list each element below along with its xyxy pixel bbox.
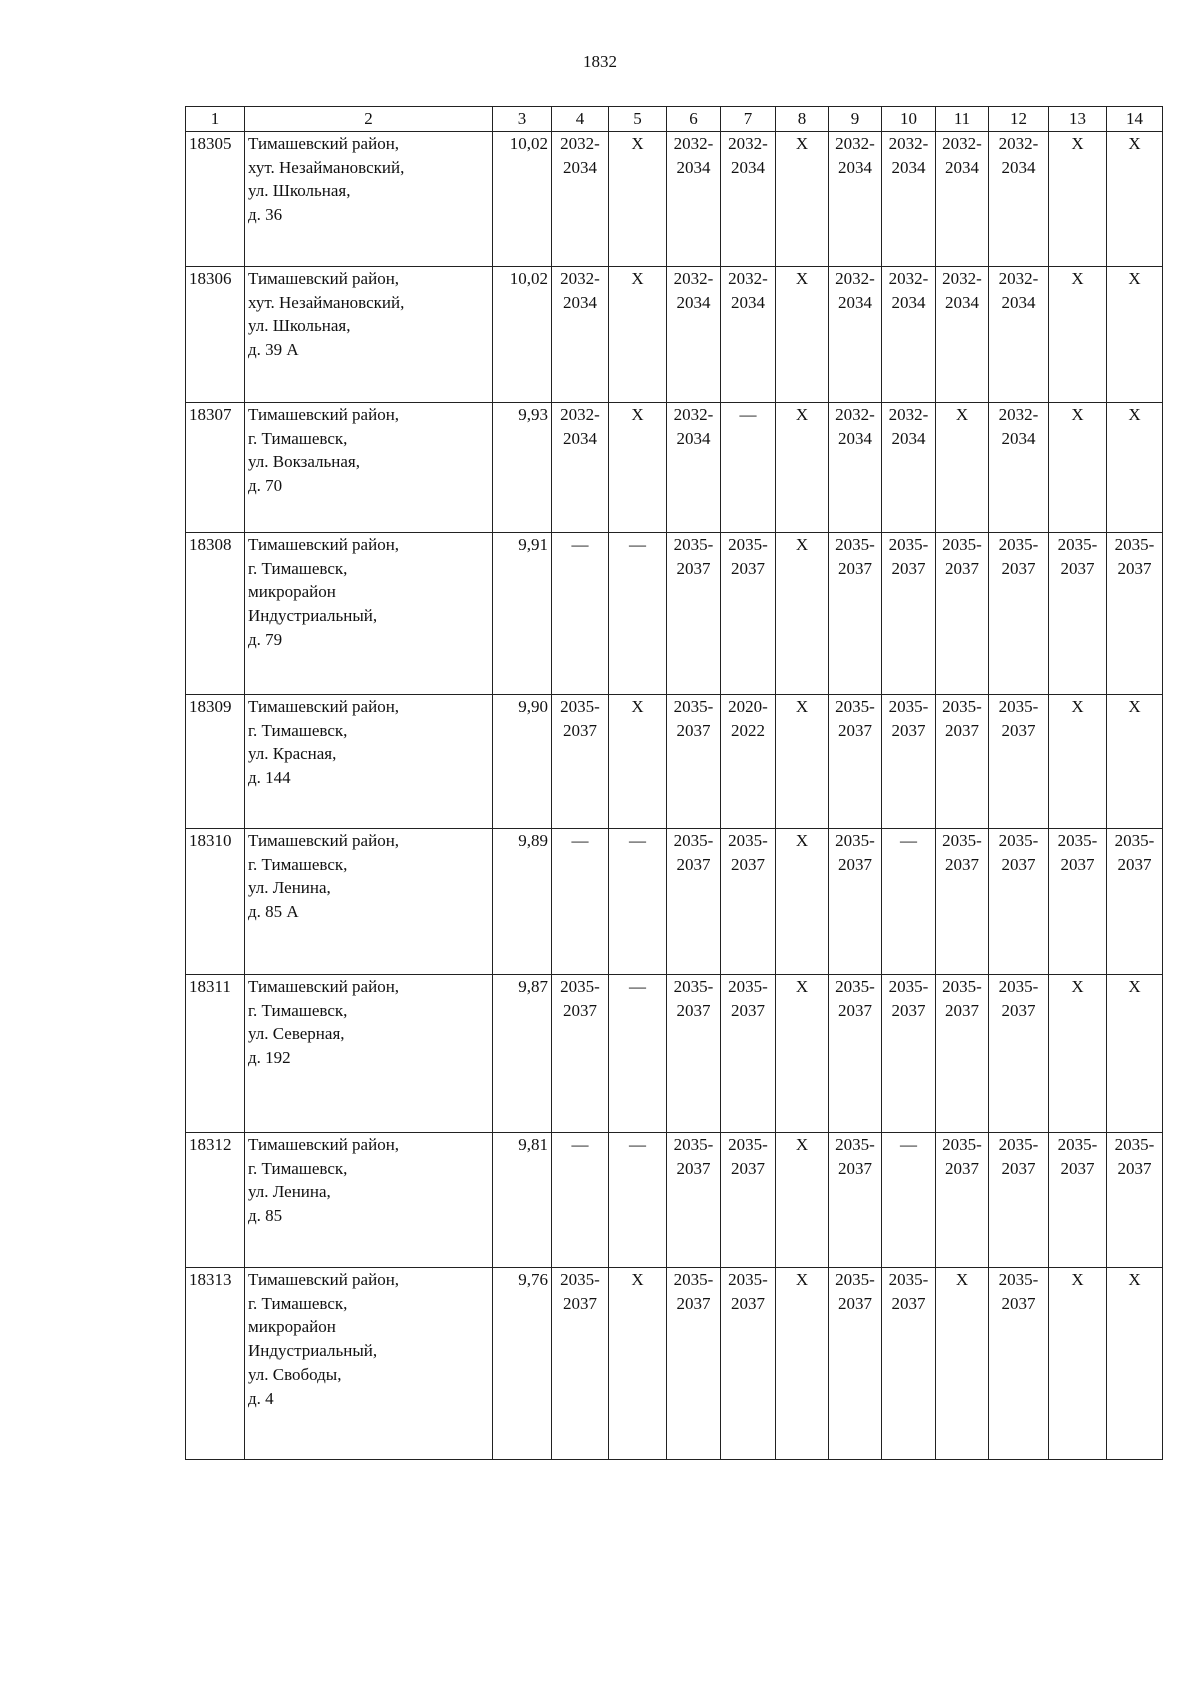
- cell-col-14: Х: [1107, 266, 1163, 402]
- cell-col-13: Х: [1049, 974, 1107, 1132]
- row-address: Тимашевский район, хут. Незаймановский, ул. Школьная, д. 39 А: [245, 266, 493, 402]
- cell-col-14: 2035- 2037: [1107, 532, 1163, 694]
- table-row: [186, 532, 1163, 694]
- cell-col-4: 2032- 2034: [552, 266, 609, 402]
- cell-col-6: 2035- 2037: [667, 828, 721, 974]
- cell-col-5: —: [609, 532, 667, 694]
- cell-col-12: 2035- 2037: [989, 974, 1049, 1132]
- column-header-8: 8: [776, 107, 829, 132]
- cell-col-12: 2035- 2037: [989, 532, 1049, 694]
- cell-col-14: 2035- 2037: [1107, 828, 1163, 974]
- cell-col-5: Х: [609, 266, 667, 402]
- table-body: [186, 131, 1163, 1459]
- cell-col-12: 2032- 2034: [989, 402, 1049, 532]
- table-row: [186, 131, 1163, 266]
- cell-col-14: Х: [1107, 1267, 1163, 1459]
- cell-col-11: 2035- 2037: [936, 694, 989, 828]
- cell-col-6: 2035- 2037: [667, 974, 721, 1132]
- row-id: 18310: [186, 828, 245, 974]
- cell-col-9: 2035- 2037: [829, 532, 882, 694]
- cell-col-11: 2032- 2034: [936, 266, 989, 402]
- cell-col-4: 2035- 2037: [552, 1267, 609, 1459]
- column-header-10: 10: [882, 107, 936, 132]
- cell-col-14: 2035- 2037: [1107, 1132, 1163, 1267]
- register-table: [185, 106, 1163, 1460]
- cell-col-8: Х: [776, 402, 829, 532]
- cell-col-5: Х: [609, 1267, 667, 1459]
- cell-col-8: Х: [776, 266, 829, 402]
- header-row: [186, 107, 1163, 132]
- row-value: 10,02: [493, 266, 552, 402]
- cell-col-6: 2032- 2034: [667, 131, 721, 266]
- row-id: 18311: [186, 974, 245, 1132]
- cell-col-11: 2032- 2034: [936, 131, 989, 266]
- column-header-9: 9: [829, 107, 882, 132]
- column-header-11: 11: [936, 107, 989, 132]
- cell-col-5: Х: [609, 131, 667, 266]
- cell-col-10: 2032- 2034: [882, 131, 936, 266]
- cell-col-13: Х: [1049, 266, 1107, 402]
- cell-col-8: Х: [776, 974, 829, 1132]
- cell-col-10: 2035- 2037: [882, 1267, 936, 1459]
- cell-col-12: 2032- 2034: [989, 266, 1049, 402]
- column-header-4: 4: [552, 107, 609, 132]
- cell-col-5: —: [609, 1132, 667, 1267]
- cell-col-10: —: [882, 828, 936, 974]
- row-value: 9,76: [493, 1267, 552, 1459]
- cell-col-6: 2035- 2037: [667, 1267, 721, 1459]
- cell-col-9: 2035- 2037: [829, 828, 882, 974]
- column-header-13: 13: [1049, 107, 1107, 132]
- row-id: 18305: [186, 131, 245, 266]
- cell-col-12: 2035- 2037: [989, 694, 1049, 828]
- column-header-3: 3: [493, 107, 552, 132]
- row-address: Тимашевский район, г. Тимашевск, ул. Северная, д. 192: [245, 974, 493, 1132]
- row-value: 9,90: [493, 694, 552, 828]
- cell-col-11: 2035- 2037: [936, 532, 989, 694]
- cell-col-10: 2035- 2037: [882, 532, 936, 694]
- row-address: Тимашевский район, г. Тимашевск, ул. Красная, д. 144: [245, 694, 493, 828]
- table-row: [186, 828, 1163, 974]
- cell-col-9: 2035- 2037: [829, 1132, 882, 1267]
- cell-col-12: 2035- 2037: [989, 1132, 1049, 1267]
- cell-col-7: 2035- 2037: [721, 1267, 776, 1459]
- row-id: 18307: [186, 402, 245, 532]
- row-value: 9,91: [493, 532, 552, 694]
- row-id: 18309: [186, 694, 245, 828]
- row-address: Тимашевский район, г. Тимашевск, ул. Ленина, д. 85: [245, 1132, 493, 1267]
- cell-col-13: Х: [1049, 131, 1107, 266]
- cell-col-12: 2032- 2034: [989, 131, 1049, 266]
- row-value: 9,93: [493, 402, 552, 532]
- cell-col-8: Х: [776, 532, 829, 694]
- cell-col-12: 2035- 2037: [989, 1267, 1049, 1459]
- cell-col-10: 2032- 2034: [882, 402, 936, 532]
- cell-col-8: Х: [776, 694, 829, 828]
- cell-col-13: 2035- 2037: [1049, 1132, 1107, 1267]
- cell-col-10: 2032- 2034: [882, 266, 936, 402]
- cell-col-11: 2035- 2037: [936, 1132, 989, 1267]
- cell-col-5: Х: [609, 694, 667, 828]
- row-address: Тимашевский район, г. Тимашевск, ул. Вокзальная, д. 70: [245, 402, 493, 532]
- cell-col-14: Х: [1107, 974, 1163, 1132]
- row-id: 18312: [186, 1132, 245, 1267]
- cell-col-13: 2035- 2037: [1049, 828, 1107, 974]
- cell-col-13: Х: [1049, 1267, 1107, 1459]
- cell-col-9: 2032- 2034: [829, 131, 882, 266]
- table-row: [186, 1132, 1163, 1267]
- cell-col-4: 2032- 2034: [552, 131, 609, 266]
- row-value: 10,02: [493, 131, 552, 266]
- row-value: 9,89: [493, 828, 552, 974]
- cell-col-7: —: [721, 402, 776, 532]
- cell-col-7: 2035- 2037: [721, 532, 776, 694]
- cell-col-8: Х: [776, 828, 829, 974]
- cell-col-4: —: [552, 828, 609, 974]
- column-header-7: 7: [721, 107, 776, 132]
- cell-col-5: Х: [609, 402, 667, 532]
- cell-col-7: 2020- 2022: [721, 694, 776, 828]
- row-address: Тимашевский район, г. Тимашевск, микрорайон Индустриальный, ул. Свободы, д. 4: [245, 1267, 493, 1459]
- cell-col-11: 2035- 2037: [936, 828, 989, 974]
- cell-col-10: —: [882, 1132, 936, 1267]
- cell-col-7: 2035- 2037: [721, 1132, 776, 1267]
- cell-col-4: 2032- 2034: [552, 402, 609, 532]
- row-address: Тимашевский район, г. Тимашевск, ул. Ленина, д. 85 А: [245, 828, 493, 974]
- row-id: 18313: [186, 1267, 245, 1459]
- cell-col-11: Х: [936, 402, 989, 532]
- column-header-5: 5: [609, 107, 667, 132]
- column-header-6: 6: [667, 107, 721, 132]
- cell-col-14: Х: [1107, 131, 1163, 266]
- column-header-14: 14: [1107, 107, 1163, 132]
- cell-col-9: 2032- 2034: [829, 266, 882, 402]
- cell-col-13: Х: [1049, 402, 1107, 532]
- cell-col-6: 2035- 2037: [667, 694, 721, 828]
- cell-col-9: 2035- 2037: [829, 974, 882, 1132]
- cell-col-7: 2035- 2037: [721, 828, 776, 974]
- cell-col-7: 2035- 2037: [721, 974, 776, 1132]
- cell-col-5: —: [609, 974, 667, 1132]
- cell-col-9: 2035- 2037: [829, 694, 882, 828]
- cell-col-4: —: [552, 1132, 609, 1267]
- row-address: Тимашевский район, г. Тимашевск, микрорайон Индустриальный, д. 79: [245, 532, 493, 694]
- column-header-1: 1: [186, 107, 245, 132]
- cell-col-6: 2032- 2034: [667, 266, 721, 402]
- page-number: 1832: [583, 52, 617, 71]
- table-row: [186, 1267, 1163, 1459]
- row-address: Тимашевский район, хут. Незаймановский, ул. Школьная, д. 36: [245, 131, 493, 266]
- row-value: 9,87: [493, 974, 552, 1132]
- cell-col-14: Х: [1107, 402, 1163, 532]
- cell-col-14: Х: [1107, 694, 1163, 828]
- table-row: [186, 694, 1163, 828]
- cell-col-6: 2035- 2037: [667, 532, 721, 694]
- row-id: 18306: [186, 266, 245, 402]
- cell-col-8: Х: [776, 1132, 829, 1267]
- table-row: [186, 266, 1163, 402]
- cell-col-7: 2032- 2034: [721, 131, 776, 266]
- cell-col-12: 2035- 2037: [989, 828, 1049, 974]
- cell-col-13: Х: [1049, 694, 1107, 828]
- cell-col-6: 2032- 2034: [667, 402, 721, 532]
- cell-col-10: 2035- 2037: [882, 974, 936, 1132]
- column-header-2: 2: [245, 107, 493, 132]
- row-id: 18308: [186, 532, 245, 694]
- row-value: 9,81: [493, 1132, 552, 1267]
- cell-col-4: —: [552, 532, 609, 694]
- cell-col-7: 2032- 2034: [721, 266, 776, 402]
- cell-col-5: —: [609, 828, 667, 974]
- cell-col-9: 2035- 2037: [829, 1267, 882, 1459]
- cell-col-6: 2035- 2037: [667, 1132, 721, 1267]
- cell-col-4: 2035- 2037: [552, 974, 609, 1132]
- cell-col-8: Х: [776, 131, 829, 266]
- cell-col-10: 2035- 2037: [882, 694, 936, 828]
- cell-col-11: Х: [936, 1267, 989, 1459]
- table-row: [186, 402, 1163, 532]
- cell-col-9: 2032- 2034: [829, 402, 882, 532]
- cell-col-4: 2035- 2037: [552, 694, 609, 828]
- cell-col-11: 2035- 2037: [936, 974, 989, 1132]
- cell-col-13: 2035- 2037: [1049, 532, 1107, 694]
- cell-col-8: Х: [776, 1267, 829, 1459]
- column-header-12: 12: [989, 107, 1049, 132]
- table-row: [186, 974, 1163, 1132]
